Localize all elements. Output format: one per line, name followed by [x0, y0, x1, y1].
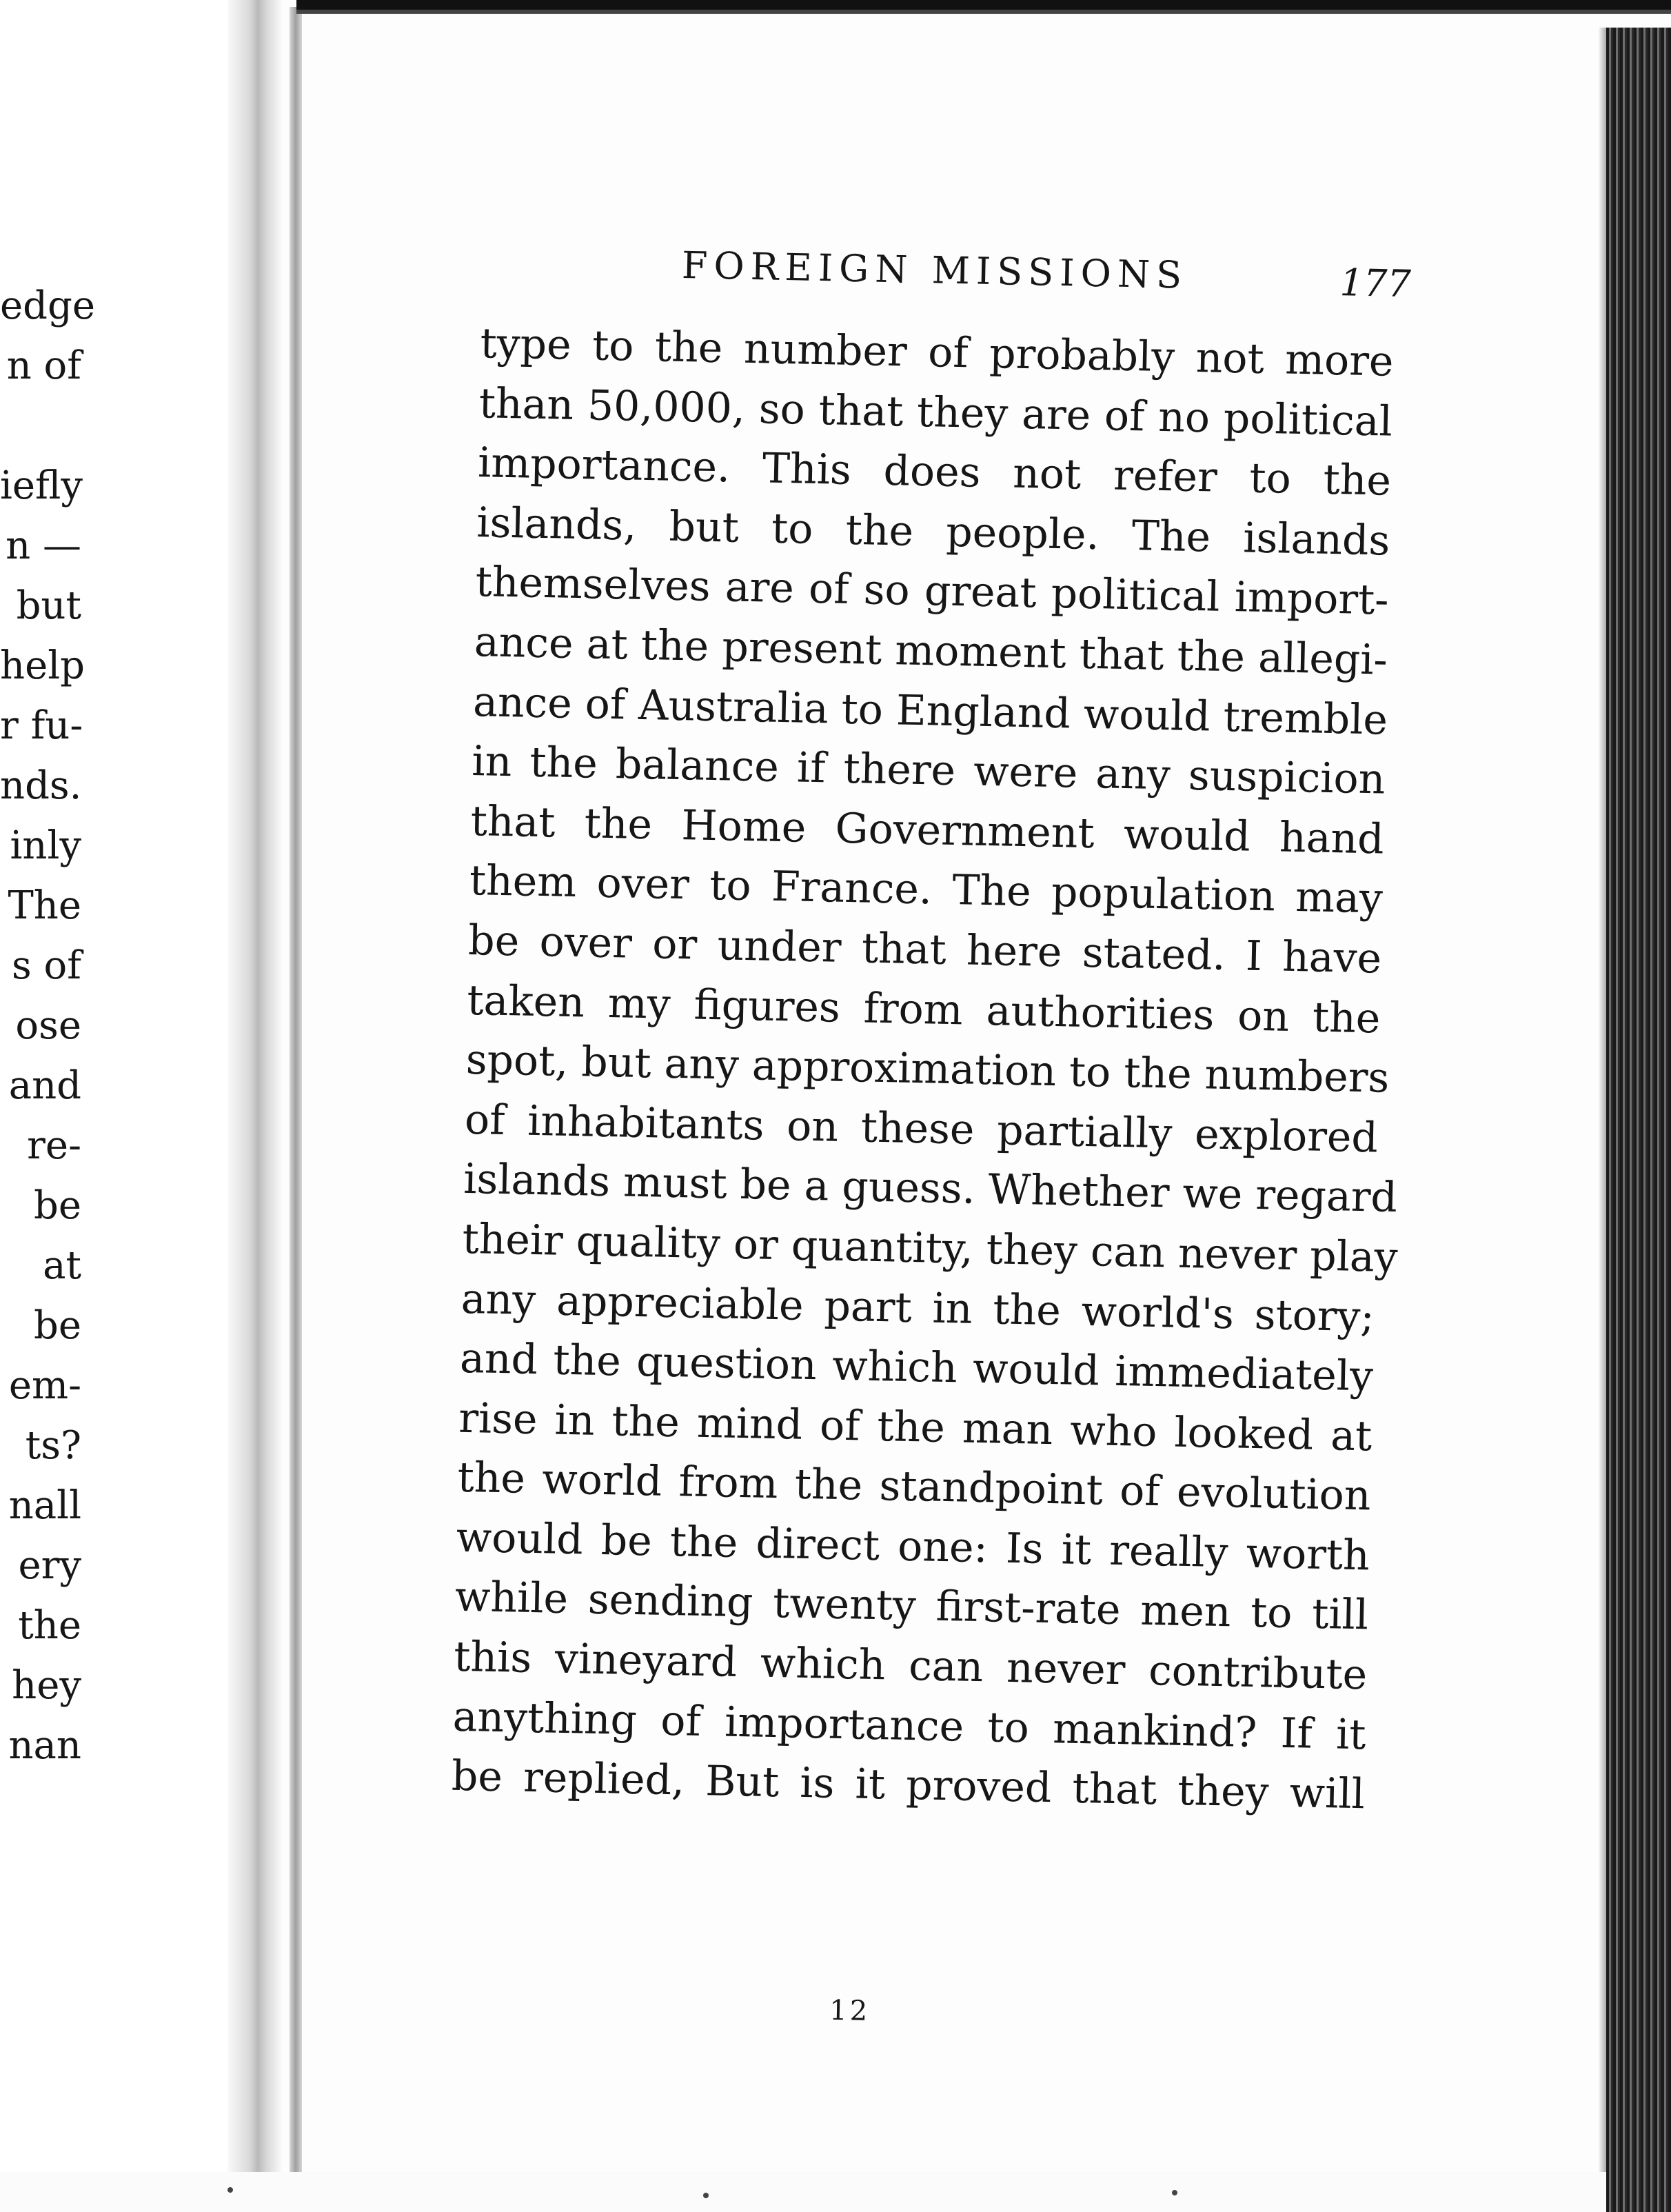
left-page-line: but [16, 583, 81, 628]
signature-mark: 12 [829, 1994, 871, 2027]
scan-bottom-margin [0, 2172, 1606, 2212]
left-page-line: nan [8, 1723, 81, 1768]
left-page-line: ery [18, 1543, 81, 1588]
body-text [451, 314, 1399, 1824]
binding-line [290, 7, 302, 2200]
left-page-line: The [8, 883, 81, 928]
left-page-line: hey [12, 1663, 81, 1708]
text-line: their quality or quantity, they can never play [461, 1214, 1399, 1282]
left-page-line: iefly [0, 463, 83, 508]
text-line: that the Home Government would hand [470, 796, 1385, 864]
left-page [0, 0, 227, 2212]
text-line: ance of Australia to England would tremble [472, 677, 1388, 745]
text-line: anything of importance to mankind? If it [452, 1692, 1367, 1759]
text-line: this vineyard which can never contribute [453, 1632, 1368, 1700]
left-page-text [0, 276, 95, 1776]
page-stack-edge [1606, 28, 1671, 2212]
left-page-line: nall [8, 1483, 81, 1528]
left-page-line: s of [12, 943, 81, 988]
text-line: rise in the mind of the man who looked at [458, 1394, 1373, 1461]
text-line: islands must be a guess. Whether we regard [463, 1155, 1398, 1223]
right-page [404, 225, 1412, 2106]
left-page-line: n of [6, 343, 81, 388]
text-line: while sending twenty first-rate men to till [454, 1573, 1369, 1640]
scan-top-edge [296, 0, 1671, 21]
text-line: the world from the standpoint of evolution [456, 1454, 1372, 1520]
page-number: 177 [1339, 261, 1412, 306]
speck [1172, 2190, 1177, 2195]
text-line: ance at the present moment that the allegi- [474, 618, 1388, 685]
text-line: islands, but to the people. The islands [476, 498, 1390, 565]
left-page-line: be [34, 1183, 81, 1228]
text-line: would be the direct one: Is it really worth [456, 1513, 1370, 1580]
left-page-line: at [43, 1243, 81, 1288]
book-gutter-shadow [227, 0, 283, 2212]
left-page-line: em- [8, 1363, 81, 1408]
left-page-line: ose [15, 1003, 81, 1048]
text-line: themselves are of so great political import- [475, 558, 1390, 625]
text-line: taken my figures from authorities on the [466, 976, 1381, 1043]
left-page-line: nds. [0, 763, 82, 808]
left-page-line: the [18, 1603, 81, 1648]
text-line: type to the number of probably not more [479, 319, 1395, 386]
left-page-line [0, 396, 81, 456]
text-line: spot, but any approximation to the numbers [465, 1036, 1390, 1103]
text-line: of inhabitants on these partially explored [464, 1095, 1379, 1163]
left-page-line: and [8, 1063, 81, 1108]
speck [227, 2187, 233, 2193]
text-line: them over to France. The population may [469, 856, 1384, 923]
running-head: FOREIGN MISSIONS [681, 243, 1188, 297]
speck [703, 2193, 709, 2198]
text-line: than 50,000, so that they are of no political [478, 379, 1393, 446]
left-page-line: r fu- [0, 703, 83, 748]
text-line: and the question which would immediately [459, 1334, 1374, 1401]
text-line: in the balance if there were any suspicion [471, 737, 1386, 804]
left-page-line: ts? [25, 1423, 81, 1468]
left-page-line: re- [27, 1123, 81, 1168]
text-line: be replied, But is it proved that they will [451, 1751, 1366, 1819]
left-page-line: be [34, 1303, 81, 1348]
left-page-line: n — [6, 523, 81, 568]
left-page-line: help [0, 643, 85, 688]
text-line: any appreciable part in the world's story; [460, 1274, 1375, 1341]
left-page-line: edge [0, 283, 95, 328]
left-page-line: inly [10, 823, 81, 868]
text-line: importance. This does not refer to the [477, 439, 1392, 505]
text-line: be over or under that here stated. I have [467, 916, 1382, 983]
